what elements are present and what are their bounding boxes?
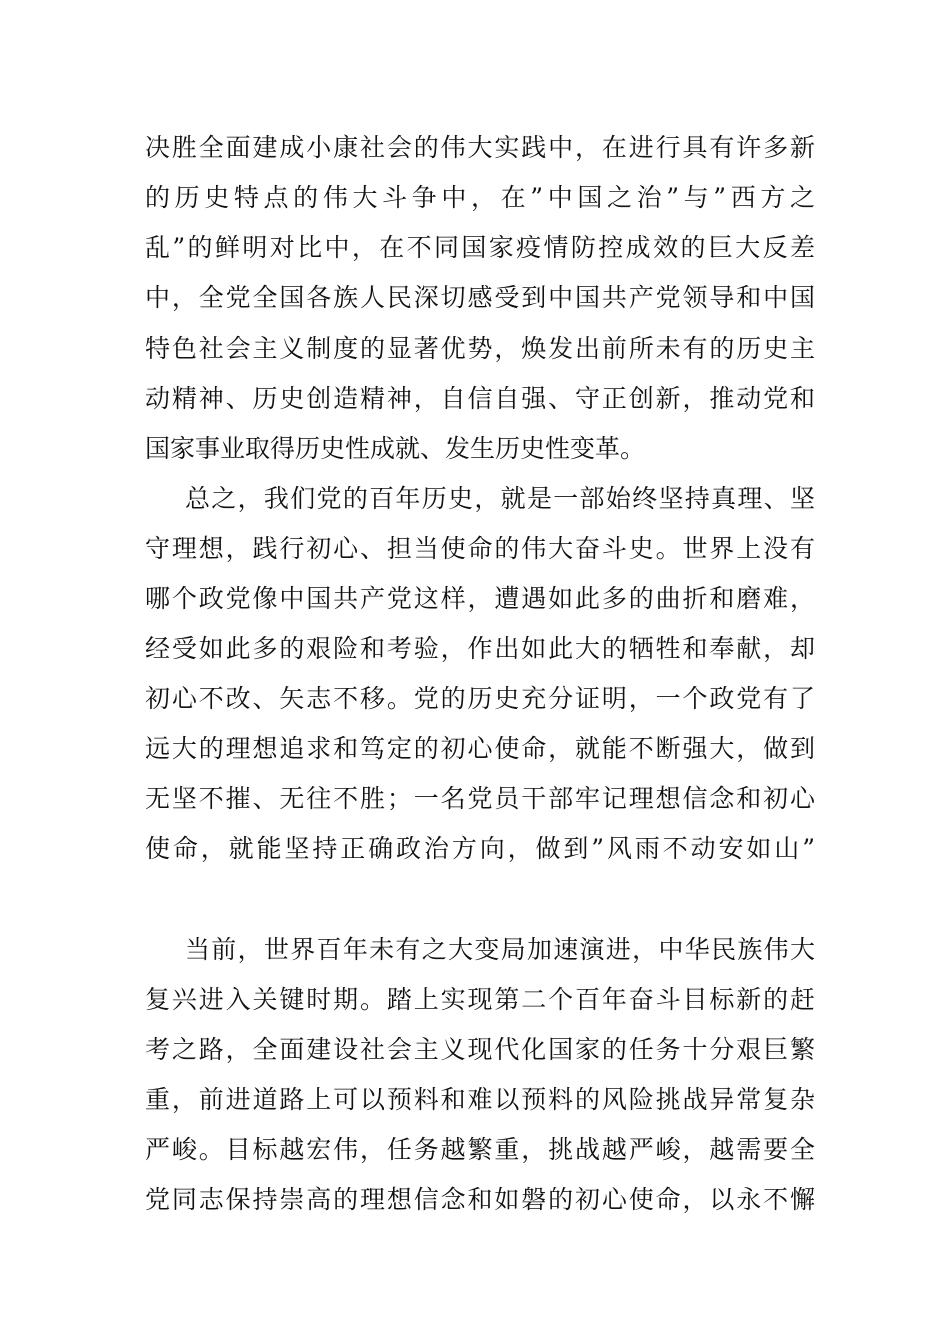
paragraph-2-line-6: 远大的理想追求和笃定的初心使命，就能不断强大，做到 bbox=[145, 734, 815, 763]
paragraph-1-line-1: 决胜全面建成小康社会的伟大实践中，在进行具有许多新 bbox=[145, 133, 815, 162]
paragraph-3-line-4: 重，前进道路上可以预料和难以预料的风险挑战异常复杂 bbox=[145, 1085, 815, 1114]
paragraph-2-line-1: 总之，我们党的百年历史，就是一部始终坚持真理、坚 bbox=[185, 484, 815, 513]
paragraph-2-line-4: 经受如此多的艰险和考验，作出如此大的牺牲和奉献，却 bbox=[145, 634, 815, 663]
paragraph-1-line-2: 的历史特点的伟大斗争中，在”中国之治”与”西方之 bbox=[145, 183, 815, 212]
paragraph-3-line-6: 党同志保持崇高的理想信念和如磐的初心使命，以永不懈 bbox=[145, 1185, 815, 1214]
paragraph-2-line-7: 无坚不摧、无往不胜；一名党员干部牢记理想信念和初心 bbox=[145, 784, 815, 813]
paragraph-3-line-2: 复兴进入关键时期。踏上实现第二个百年奋斗目标新的赶 bbox=[145, 985, 815, 1014]
paragraph-1-line-7: 国家事业取得历史性成就、发生历史性变革。 bbox=[145, 434, 646, 463]
paragraph-1-line-5: 特色社会主义制度的显著优势，焕发出前所未有的历史主 bbox=[145, 334, 815, 363]
paragraph-3-line-5: 严峻。目标越宏伟，任务越繁重，挑战越严峻，越需要全 bbox=[145, 1135, 815, 1164]
paragraph-2-line-5: 初心不改、矢志不移。党的历史充分证明，一个政党有了 bbox=[145, 684, 815, 713]
paragraph-1-line-4: 中，全党全国各族人民深切感受到中国共产党领导和中国 bbox=[145, 283, 815, 312]
paragraph-1-line-6: 动精神、历史创造精神，自信自强、守正创新，推动党和 bbox=[145, 384, 815, 413]
paragraph-2-line-3: 哪个政党像中国共产党这样，遭遇如此多的曲折和磨难， bbox=[145, 584, 815, 613]
paragraph-2-line-8: 使命，就能坚持正确政治方向，做到”风雨不动安如山” bbox=[145, 834, 815, 863]
paragraph-2-line-2: 守理想，践行初心、担当使命的伟大奋斗史。世界上没有 bbox=[145, 534, 815, 563]
paragraph-1-line-3: 乱”的鲜明对比中，在不同国家疫情防控成效的巨大反差 bbox=[145, 233, 815, 262]
paragraph-3-line-3: 考之路，全面建设社会主义现代化国家的任务十分艰巨繁 bbox=[145, 1035, 815, 1064]
paragraph-3-line-1: 当前，世界百年未有之大变局加速演进，中华民族伟大 bbox=[185, 935, 815, 964]
